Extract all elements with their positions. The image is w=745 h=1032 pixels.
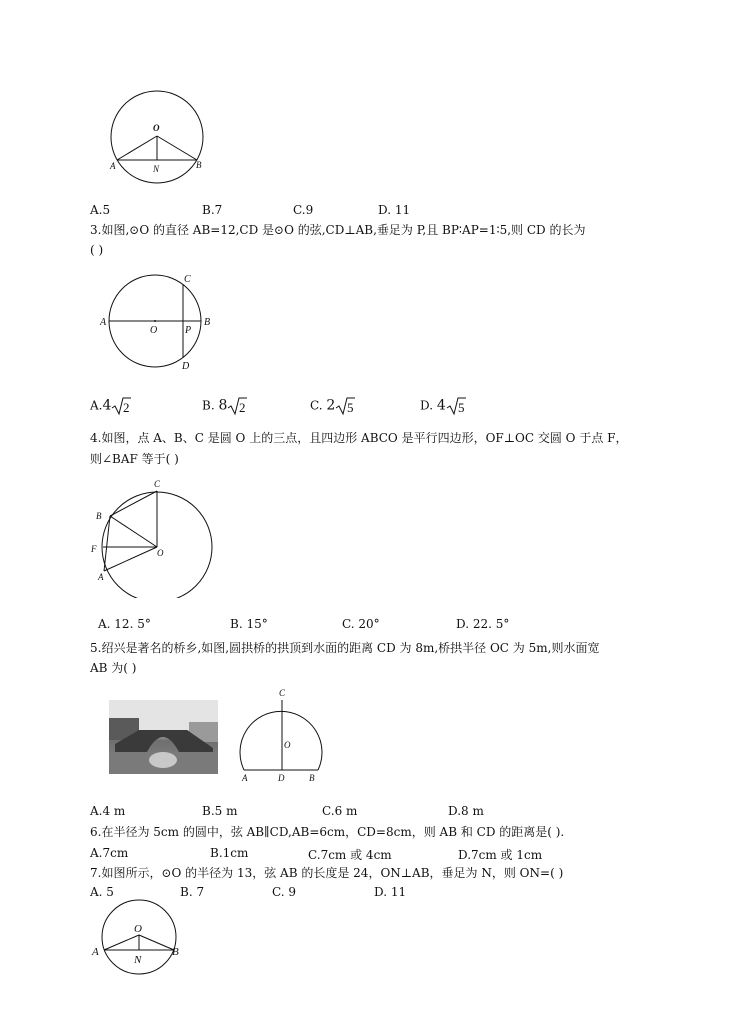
q3-label-b: B xyxy=(204,317,211,328)
q7-figure xyxy=(88,897,188,977)
q3-option-a-radical-icon xyxy=(111,396,131,416)
q4-figure xyxy=(86,476,218,598)
q4-stem-line2: 则∠BAF 等于( ) xyxy=(90,452,179,466)
q3-stem-line2: ( ) xyxy=(90,243,104,257)
q6-option-a: A.7cm xyxy=(90,846,129,860)
q3-option-a-coef: 4 xyxy=(102,397,112,414)
q7-option-b: B. 7 xyxy=(180,885,205,899)
q2-figure xyxy=(100,88,215,188)
q3-option-d-prefix: D. xyxy=(420,398,434,413)
q3-label-o: O xyxy=(150,325,158,336)
q5-label-a: A xyxy=(242,773,248,783)
q4-option-b: B. 15° xyxy=(230,617,268,631)
q2-label-a: A xyxy=(110,161,116,171)
q6-option-d: D.7cm 或 1cm xyxy=(458,848,543,862)
q4-segment-bo xyxy=(110,516,157,547)
q5-label-o: O xyxy=(284,740,291,750)
q5-option-d: D.8 m xyxy=(448,804,484,818)
q4-option-a: A. 12. 5° xyxy=(98,617,151,631)
q6-stem: 6.在半径为 5cm 的圆中，弦 AB∥CD,AB=6cm，CD=8cm，则 AB 和 CD 的距离是( ). xyxy=(90,825,565,839)
q3-label-p: P xyxy=(185,325,192,336)
q7-option-a: A. 5 xyxy=(90,885,114,899)
q2-label-b: B xyxy=(196,160,202,170)
q5-photo-reflection xyxy=(149,752,177,768)
q3-option-c-prefix: C. xyxy=(310,398,323,413)
q2-segment-oa xyxy=(117,136,157,160)
q4-label-f: F xyxy=(91,544,97,554)
q7-label-a: A xyxy=(92,946,99,958)
q3-label-d: D xyxy=(182,361,190,372)
q5-label-c: C xyxy=(279,688,286,698)
q4-segment-cb xyxy=(110,491,157,516)
q3-label-c: C xyxy=(184,274,191,285)
q6-option-b: B.1cm xyxy=(210,846,249,860)
q4-stem-line1: 4.如图，点 A、B、C 是圆 O 上的三点，且四边形 ABCO 是平行四边形，OF⊥OC 交圆 O 于点 F， xyxy=(90,431,628,445)
q2-option-a: A.5 xyxy=(90,203,111,217)
q2-label-o: O xyxy=(153,123,160,133)
q5-stem-line2: AB 为( ) xyxy=(90,661,137,675)
q2-option-c: C.9 xyxy=(293,203,314,217)
q3-option-a-prefix: A. xyxy=(90,398,103,413)
q3-option-b xyxy=(202,396,247,416)
q3-option-d-coef: 4 xyxy=(436,397,446,414)
q7-option-d: D. 11 xyxy=(374,885,407,899)
q5-arch xyxy=(240,711,322,770)
q5-option-a: A.4 m xyxy=(90,804,126,818)
q4-segment-ao xyxy=(104,547,157,571)
q3-option-b-radical-icon xyxy=(227,396,247,416)
q5-label-d: D xyxy=(278,773,285,783)
q5-bridge-photo xyxy=(109,700,218,774)
q7-stem: 7.如图所示，⊙O 的半径为 13，弦 AB 的长度是 24，ON⊥AB，垂足为 N，则 ON=( ) xyxy=(90,866,564,880)
q4-option-c: C. 20° xyxy=(342,617,380,631)
q4-label-c: C xyxy=(154,479,161,489)
q3-option-d xyxy=(420,396,466,416)
q3-option-c xyxy=(310,396,355,416)
q3-option-c-radical-icon xyxy=(335,396,355,416)
q2-label-n: N xyxy=(153,164,160,174)
q3-option-c-radicand: 5 xyxy=(347,400,354,415)
q7-label-b: B xyxy=(172,946,179,958)
q4-label-a: A xyxy=(98,572,104,582)
q3-option-c-coef: 2 xyxy=(326,397,336,414)
q5-bridge-photo-drawing xyxy=(109,700,218,774)
q5-option-c: C.6 m xyxy=(322,804,358,818)
q6-option-c: C.7cm 或 4cm xyxy=(308,848,392,862)
q7-segment-oa xyxy=(104,935,139,950)
q5-option-b: B.5 m xyxy=(202,804,238,818)
q5-label-b: B xyxy=(309,773,315,783)
q7-segment-ob xyxy=(139,935,174,950)
q7-option-c: C. 9 xyxy=(272,885,297,899)
q5-figure xyxy=(232,684,332,784)
q5-stem-line1: 5.绍兴是著名的桥乡,如图,圆拱桥的拱顶到水面的距离 CD 为 8m,桥拱半径 OC 为 5m,则水面宽 xyxy=(90,641,600,655)
q3-option-a-radicand: 2 xyxy=(123,400,130,415)
q7-label-n: N xyxy=(134,954,142,966)
q3-label-a: A xyxy=(100,317,107,328)
q7-label-o: O xyxy=(134,923,142,935)
q3-option-b-prefix: B. xyxy=(202,398,215,413)
q3-figure xyxy=(96,268,220,372)
q3-option-d-radical-icon xyxy=(446,396,466,416)
q4-option-d: D. 22. 5° xyxy=(456,617,510,631)
q2-option-b: B.7 xyxy=(202,203,223,217)
q2-segment-ob xyxy=(157,136,197,160)
q3-center-dot xyxy=(154,320,156,322)
q3-stem-line1: 3.如图,⊙O 的直径 AB=12,CD 是⊙O 的弦,CD⊥AB,垂足为 P,且 BP∶AP=1∶5,则 CD 的长为 xyxy=(90,223,586,237)
q2-option-d: D. 11 xyxy=(378,203,411,217)
q3-option-b-radicand: 2 xyxy=(239,400,246,415)
q3-option-b-coef: 8 xyxy=(218,397,228,414)
q4-label-b: B xyxy=(96,511,102,521)
q3-option-d-radicand: 5 xyxy=(457,400,465,415)
q4-label-o: O xyxy=(157,548,164,558)
q3-option-a xyxy=(90,396,131,416)
